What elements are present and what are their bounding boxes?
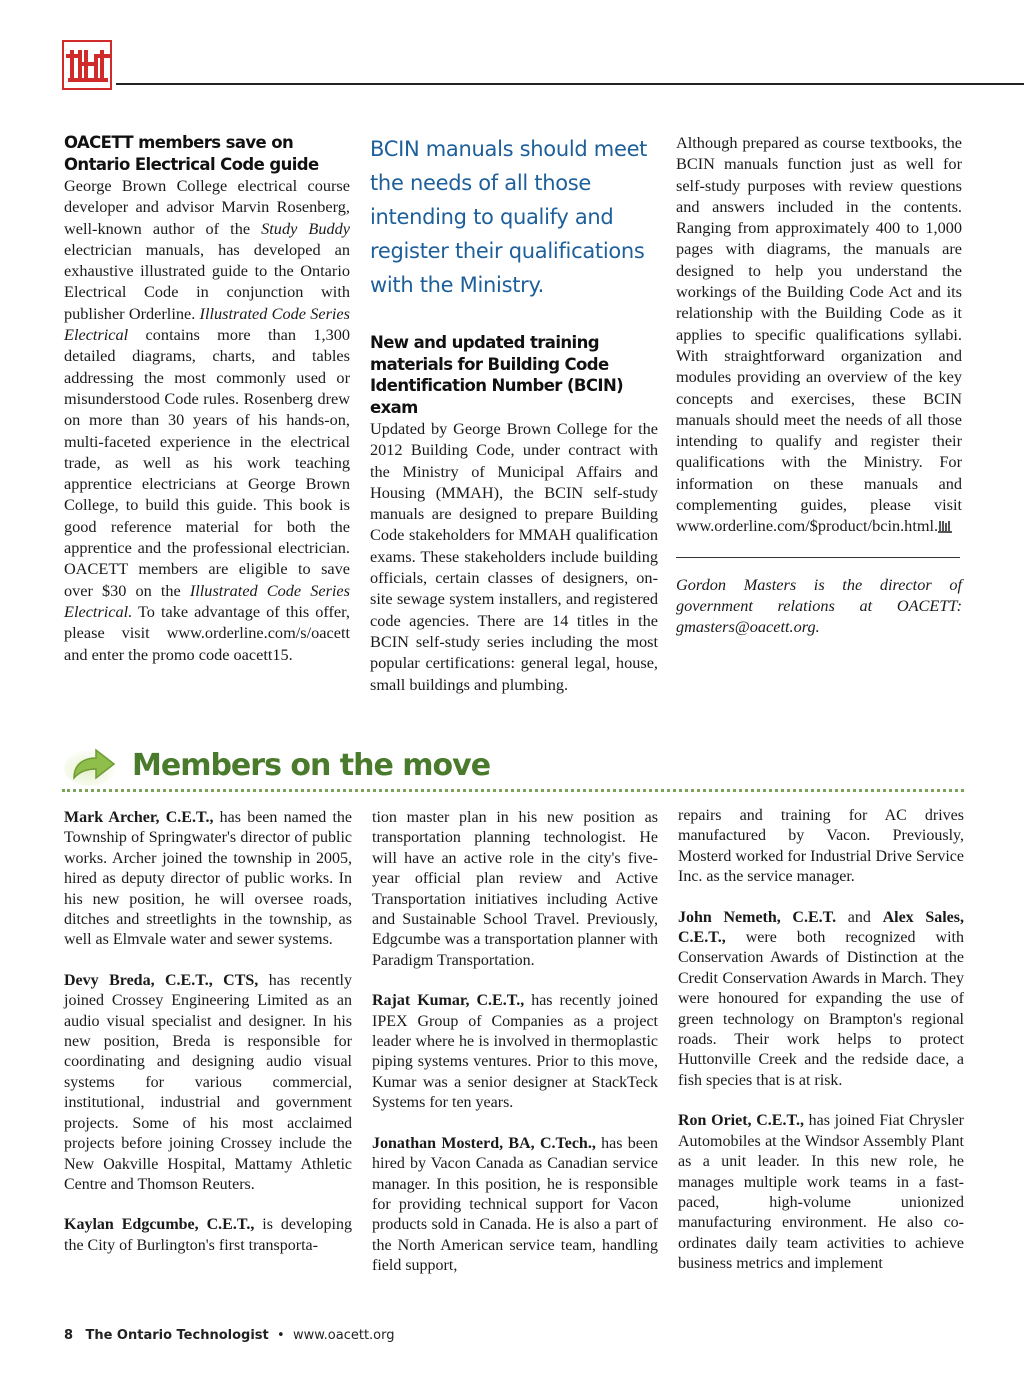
member-entry: Ron Oriet, C.E.T., has joined Fiat Chrysler Automobiles at the Windsor Assembly Plant as a unit leader. In this new role, he manages multiple work teams in a fast-paced, high-volume unionized manufacturing environment. He also co-ordinates daily team activities to achieve business metrics and implement — [678, 1112, 964, 1273]
member-entry-continued: repairs and training for AC drives manufactured by Vacon. Previously, Mosterd worked for Industrial Drive Service Inc. as the service manager. — [678, 807, 964, 886]
member-entry: Jonathan Mosterd, BA, C.Tech., has been hired by Vacon Canada as Canadian service manager. In this position, he is responsible for providing technical support for Vacon products sold in Canada. He is also a part of the North American service team, handling field support, — [372, 1134, 658, 1275]
members-column-3 — [678, 806, 964, 1275]
author-bio: Gordon Masters is the director of government relations at OACETT: gmasters@oacett.org. — [676, 574, 962, 637]
member-entry: Mark Archer, C.E.T., has been named the Township of Springwater's director of public works. Archer joined the township in 2005, hired as deputy director of public works. In his new position, he will oversee roads, ditches and streetlights in the township, as well as Elmvale water and sewer systems. — [64, 809, 353, 949]
article-column-2 — [370, 132, 658, 695]
article-paragraph-manuals: Although prepared as course textbooks, the BCIN manuals function just as well for self-study purposes with review questions and answers included in the contents. Ranging from approximately 400 to 1,000 pages with diagrams, the manuals are designed to help you understand the workings of the Building Code Act and its relationship with the Building Code as it applies to specific qualifications syllabi. With straightforward organization and modules providing an overview of the key concepts and exercises, these BCIN manuals should meet the needs of all those intending to qualify and register their qualifications with the Ministry. For information on these manuals and complementing guides, please visit www.orderline.com/$product/bcin.html. — [676, 132, 962, 539]
article-heading-bcin: New and updated training materials for Building Code Identification Number (BCIN) exam — [370, 333, 624, 417]
article-column-1 — [64, 132, 350, 665]
members-column-1 — [64, 808, 352, 1256]
header-rule — [116, 83, 1024, 85]
members-column-2 — [372, 808, 658, 1277]
article-paragraph-electrical: George Brown College electrical course developer and advisor Marvin Rosenberg, well-known author of the Study Buddy electrician manuals, has developed an exhaustive illustrated guide to the Ontario Electrical Code in conjunction with publisher Orderline. Illustrated Code Series Electrical contains more than 1,300 detailed diagrams, charts, and tables addressing the most commonly used or misunderstood Code rules. Rosenberg drew on more than 30 years of his hands-on, multi-faceted experience in the electrical trade, as well as his work teaching apprentice electricians at George Brown College, to build this guide. This book is good reference material for both the apprentice and the professional electrician. OACETT members are eligible to save over $30 on the Illustrated Code Series Electrical. To take advantage of this offer, please visit www.orderline.com/s/oacett and enter the promo code oacett15. — [64, 176, 350, 664]
end-mark-icon — [938, 517, 952, 538]
footer-bullet: • — [277, 1328, 285, 1343]
pull-quote: BCIN manuals should meet the needs of all those intending to qualify and register their qualifications with the Ministry. — [370, 137, 648, 297]
page-number: 8 — [64, 1328, 74, 1343]
member-entry-continued: tion master plan in his new position as transportation planning technologist. He will have an active role in the city's five-year official plan review and Active Transportation initiatives including Active and Sustainable School Travel. Previously, Edgcumbe was a transportation planner with Paradigm Transportation. — [372, 809, 658, 969]
article-paragraph-bcin: Updated by George Brown College for the 2012 Building Code, under contract with the Ministry of Municipal Affairs and Housing (MMAH), the BCIN self-study manuals are designed to prepare Building Code stakeholders for MMAH qualification exams. These stakeholders include building officials, certain classes of designers, on-site sewage system installers, and registered code agencies. There are 14 titles in the BCIN self-study series including the most popular certifications: general legal, house, small buildings and plumbing. — [370, 419, 658, 694]
author-divider — [676, 557, 960, 558]
member-entry: Devy Breda, C.E.T., CTS, has recently joined Crossey Engineering Limited as an audio visual specialist and designer. In his new position, Breda is responsible for coordinating and designing audio visual systems for various commercial, institutional, industrial and government projects. Some of his most acclaimed projects before joining Crossey include the New Oakville Hospital, Mattamy Athletic Centre and Thomson Reuters. — [64, 971, 352, 1193]
member-entry: Kaylan Edgcumbe, C.E.T., is developing the City of Burlington's first transporta- — [64, 1216, 352, 1254]
oacett-logo-icon — [62, 40, 112, 90]
member-entry: John Nemeth, C.E.T. and Alex Sales, C.E.T., were both recognized with Conservation Awards of Distinction at the Credit Conservation Awards in March. They were honoured for expanding the use of green technology on Brampton's regional roads. Their work helps to protect Huttonville Creek and the redside dace, a fish species that is at risk. — [678, 908, 964, 1089]
section-divider — [62, 789, 964, 792]
member-entry: Rajat Kumar, C.E.T., has recently joined IPEX Group of Companies as a project leader where he is involved in thermoplastic piping systems ventures. Prior to this move, Kumar was a senior designer at StackTeck Systems for ten years. — [372, 992, 658, 1112]
green-arrow-icon — [62, 738, 122, 788]
page-footer — [64, 1328, 395, 1343]
publication-name: The Ontario Technologist — [85, 1328, 269, 1343]
article-column-3 — [676, 132, 962, 638]
footer-website: www.oacett.org — [292, 1328, 395, 1343]
article-heading-electrical: OACETT members save on Ontario Electrical Code guide — [64, 133, 319, 174]
members-section-title: Members on the move — [132, 748, 491, 783]
